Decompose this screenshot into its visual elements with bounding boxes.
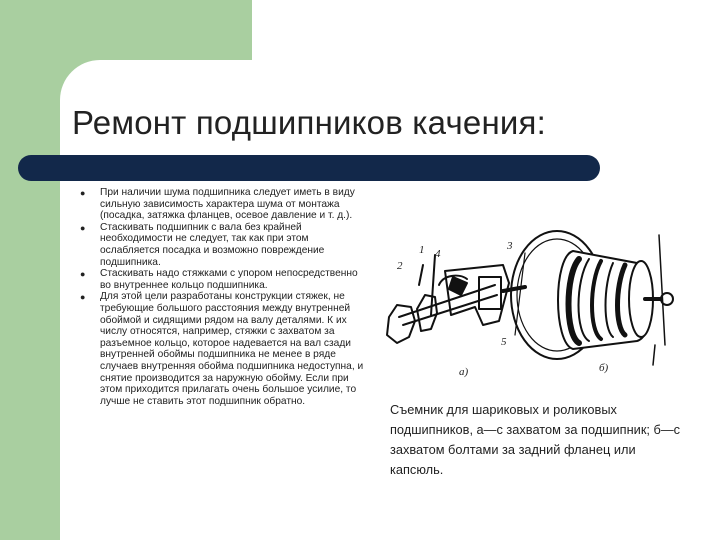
bullet-text: Стаскивать подшипник с вала без крайней необходимости не следует, так как при этом ослабляется посадка и возможно повреждение подшипника. <box>100 221 325 268</box>
figure-caption: Съемник для шариковых и роликовых подшипников, а—с захватом за подшипник; б—с захватом болтами за задний фланец или капсюль. <box>390 402 681 477</box>
puller-hook-right <box>417 295 437 331</box>
figure-label: а) <box>459 366 469 378</box>
list-item <box>76 222 366 268</box>
circle-bullet-icon: ● <box>80 188 86 198</box>
slide-title: Ремонт подшипников качения: <box>72 104 546 141</box>
circle-bullet-icon: ● <box>80 292 86 303</box>
green-side-strip <box>0 0 60 540</box>
figure-label: 2 <box>397 260 403 272</box>
figure-label: 5 <box>501 336 507 348</box>
bullet-text: При наличии шума подшипника следует иметь в виду сильную зависимость характера шума от монтажа (посадка, затяжка фланцев, осевое давление и т. д.). <box>100 187 355 222</box>
figure-label: 4 <box>435 248 441 260</box>
list-item <box>76 187 366 222</box>
bearing-puller-drawing <box>375 225 695 395</box>
title-divider-bar <box>18 155 600 181</box>
circle-bullet-icon: ● <box>80 269 86 280</box>
list-item <box>76 268 366 291</box>
figure-label: б) <box>599 362 609 374</box>
figure-label: 1 <box>419 244 425 256</box>
bullet-list <box>76 187 366 407</box>
bullet-text: Стаскивать надо стяжками с упором непосредственно во внутреннее кольцо подшипника. <box>100 268 358 291</box>
list-item <box>76 291 366 407</box>
bullet-text: Для этой цели разработаны конструкции стяжек, не требующие большого расстояния между внутренней обоймой и сидящими рядом на валу деталями. К их числу относятся, например, стяжки с захватом за разъемное кольцо, которое надевается на вал сзади внутренней обоймы подшипника не менее в ряде случаев внутренняя обойма подшипника недоступна, и снятие производится за наружную обойму. Если при этом приходится прилагать очень большое усилие, то лучше не ставить этот подшипник обратно. <box>100 291 364 407</box>
puller-crossbar <box>445 265 509 325</box>
figure-label: 3 <box>507 240 513 252</box>
circle-bullet-icon: ● <box>80 222 86 233</box>
puller-hook-left <box>387 305 415 343</box>
